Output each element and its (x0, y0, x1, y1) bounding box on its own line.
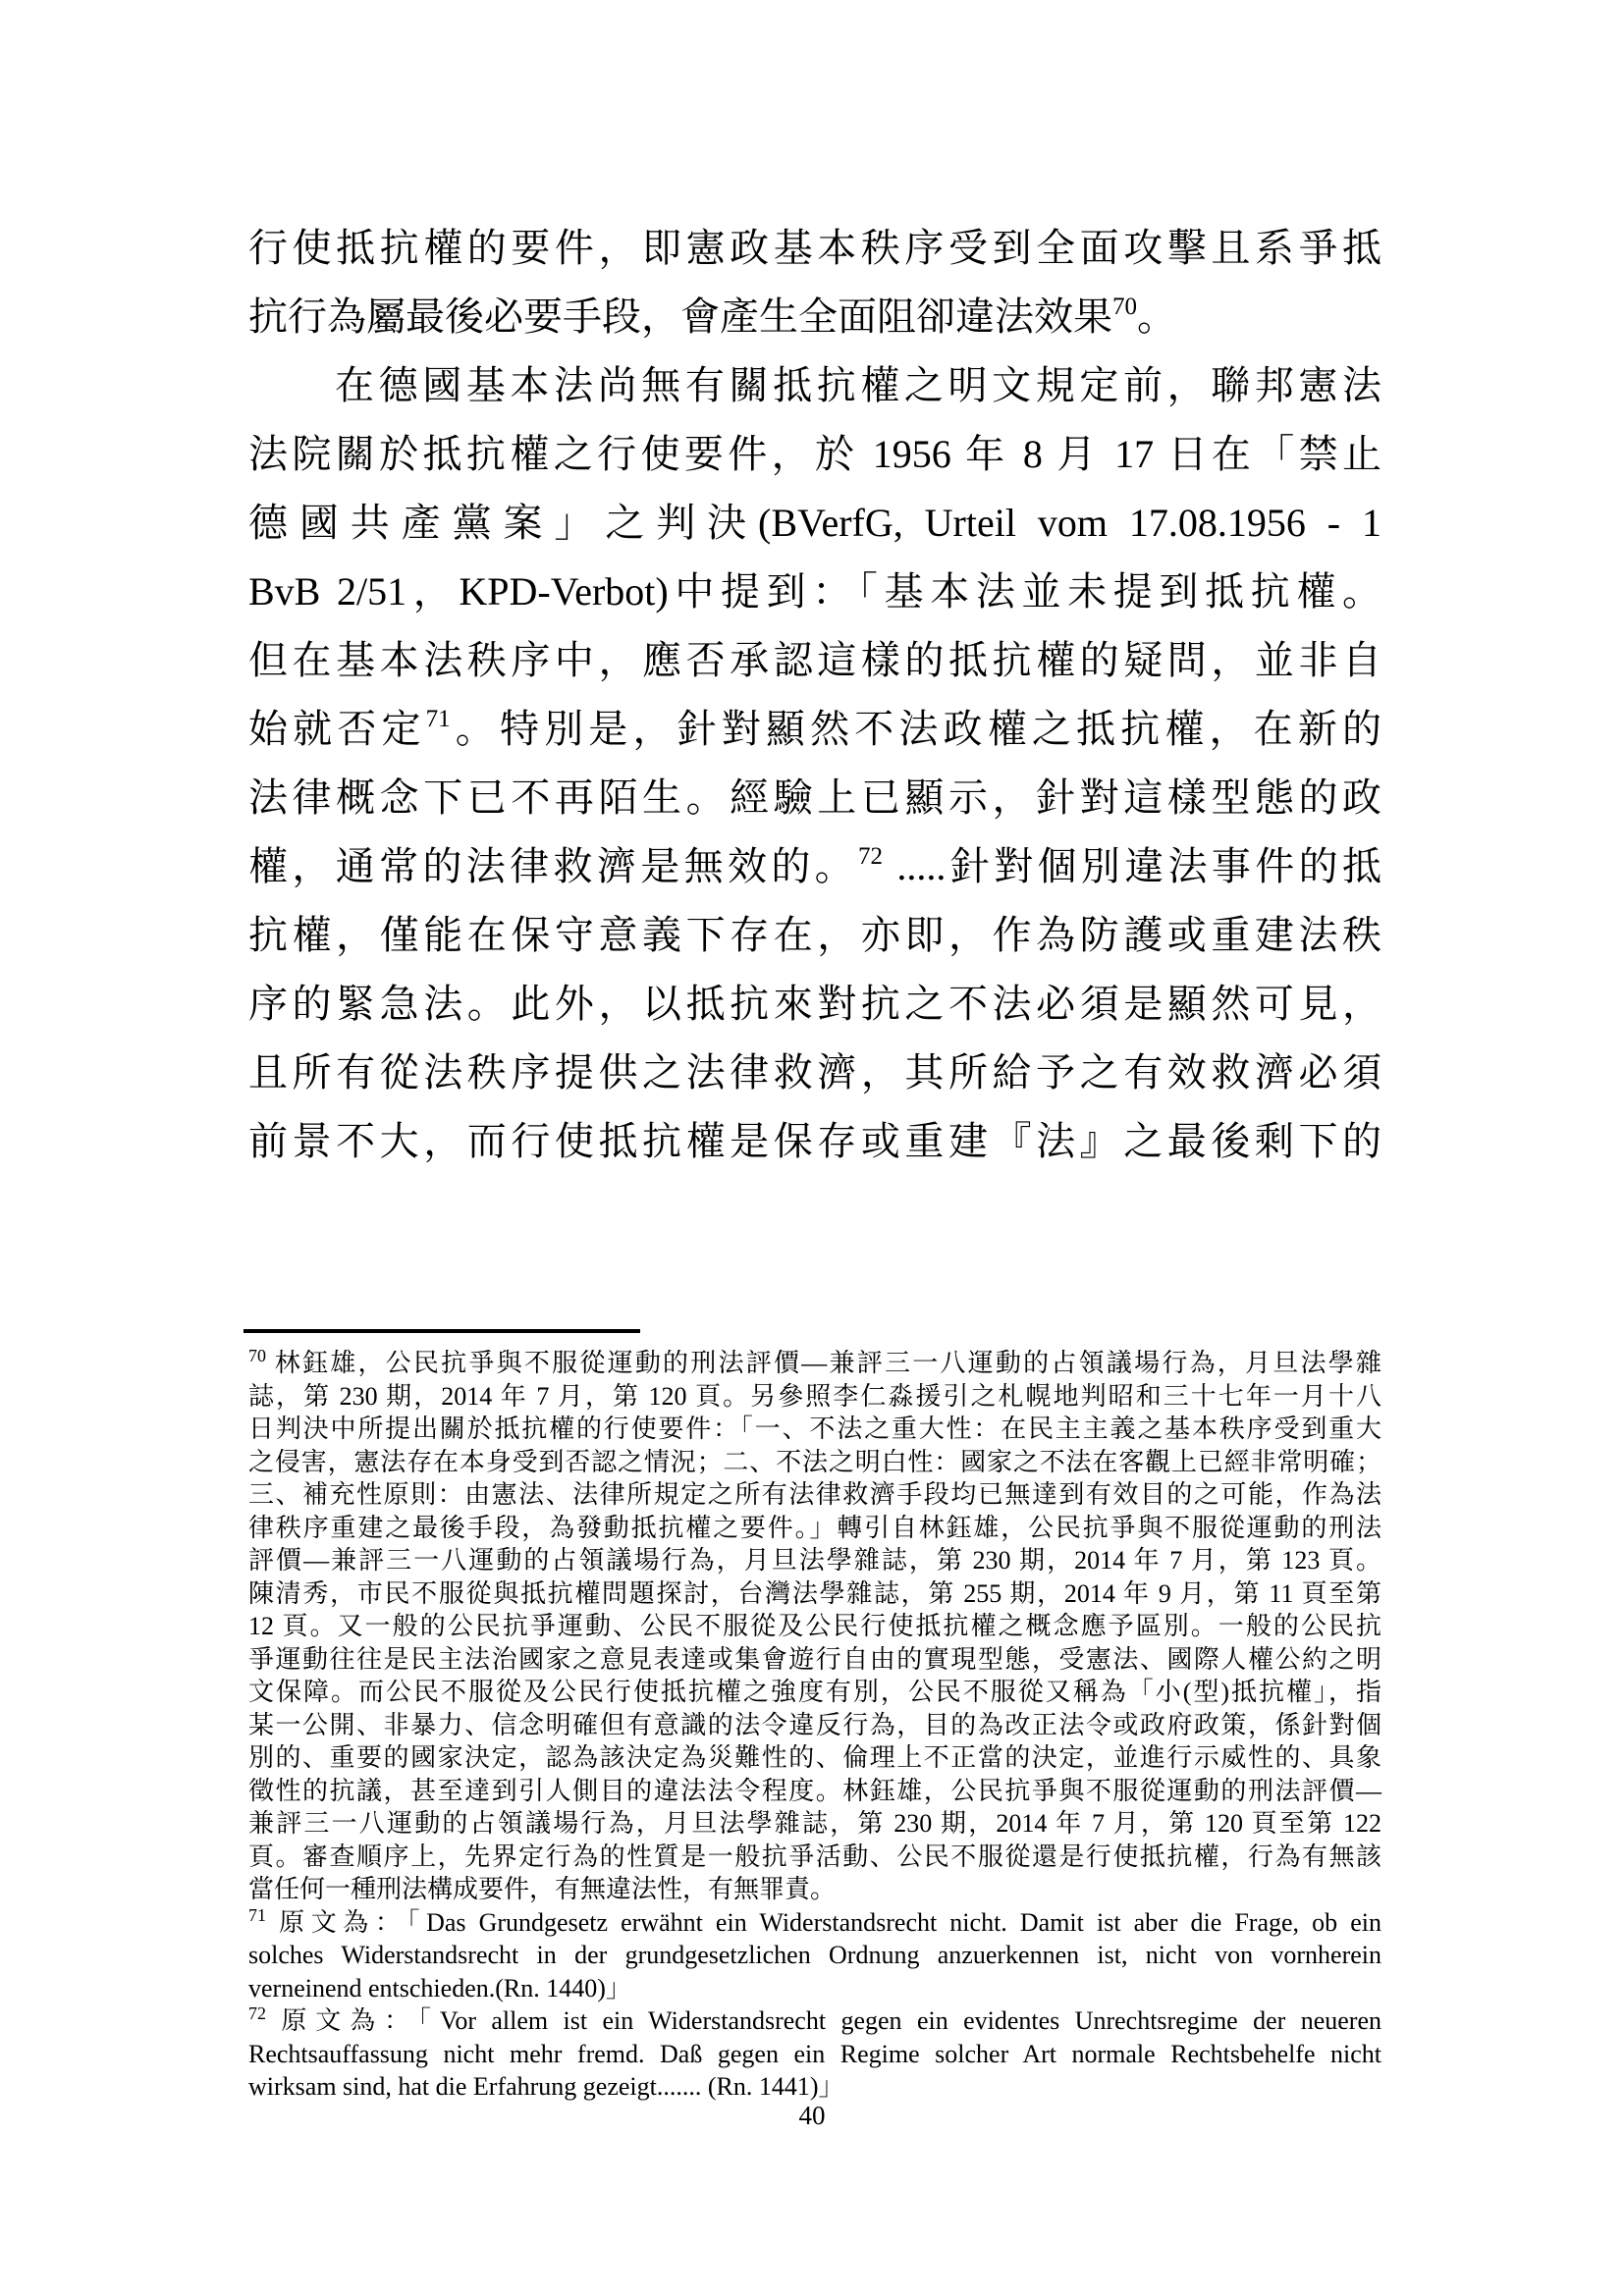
footnote-line (248, 1446, 1381, 1479)
footnote-marker: 71 (248, 1904, 266, 1925)
footnote-line (248, 1610, 1381, 1643)
footnote-line (248, 2004, 1381, 2038)
footnote-line (248, 1709, 1381, 1742)
body-text-line (248, 420, 1381, 489)
text-run: verneinend entschieden.(Rn. 1440)」 (248, 1973, 631, 2002)
text-run: solches Widerstandsrecht in der grundgesetzlichen Ordnung anzuerkennen ist, nicht von vornherein (248, 1941, 1381, 1969)
text-run: 林鈺雄，公民抗爭與不服從運動的刑法評價—兼評三一八運動的占領議場行為，月旦法學雜 (266, 1349, 1381, 1377)
footnote-ref: 70 (1112, 294, 1137, 320)
body-text-line (248, 695, 1381, 764)
footnote-line (248, 1841, 1381, 1874)
footnote-ref: 72 (858, 843, 884, 870)
text-run: 誌，第 230 期，2014 年 7 月，第 120 頁。另參照李仁淼援引之札幌地判昭和三十七年一月十八 (248, 1381, 1381, 1411)
footnote-line (248, 1741, 1381, 1775)
text-run: 法院關於抵抗權之行使要件，於 1956 年 8 月 17 日在「禁止 (248, 432, 1381, 476)
page-number: 40 (798, 2101, 826, 2130)
footnote-ref: 71 (425, 706, 451, 732)
footnote-line (248, 1939, 1381, 1972)
body-text-line (248, 970, 1381, 1039)
footnote-line (248, 1643, 1381, 1677)
footnote-line (248, 1577, 1381, 1611)
body-text-line (248, 1107, 1381, 1176)
text-run: BvB 2/51，KPD-Verbot)中提到：「基本法並未提到抵抗權。 (248, 569, 1381, 614)
text-run: 抗行為屬最後必要手段，會產生全面阻卻違法效果 (248, 294, 1112, 339)
text-run: 序的緊急法。此外，以抵抗來對抗之不法必須是顯然可見， (248, 982, 1381, 1026)
text-run: 陳清秀，市民不服從與抵抗權問題探討，台灣法學雜誌，第 255 期，2014 年 9 月，第 11 頁至第 (248, 1578, 1381, 1608)
text-run: .....針對個別違法事件的抵 (883, 844, 1382, 888)
text-run: 。 (1137, 294, 1176, 339)
text-run: 原文為：「Das Grundgesetz erwähnt ein Widerstandsrecht nicht. Damit ist aber die Frage, ob ein (266, 1907, 1381, 1937)
body-text-line (248, 283, 1381, 351)
body-text-line (248, 832, 1381, 901)
text-run: 原文為：「Vor allem ist ein Widerstandsrecht gegen ein evidentes Unrechtsregime der neueren (266, 2006, 1381, 2035)
footnote-marker: 72 (248, 2003, 266, 2023)
text-run: 某一公開、非暴力、信念明確但有意識的法令違反行為，目的為改正法令或政府政策，係針對個 (248, 1710, 1381, 1739)
body-text-line (248, 764, 1381, 832)
body-text-line (248, 489, 1381, 558)
text-run: 兼評三一八運動的占領議場行為，月旦法學雜誌，第 230 期，2014 年 7 月，第 120 頁至第 122 (248, 1809, 1381, 1838)
text-run: 日判決中所提出關於抵抗權的行使要件：「一、不法之重大性：在民主主義之基本秩序受到重大 (248, 1415, 1381, 1443)
footnote-line (248, 1478, 1381, 1512)
text-run: 12 頁。又一般的公民抗爭運動、公民不服從及公民行使抵抗權之概念應予區別。一般的公民抗 (248, 1612, 1381, 1640)
footnote-line (248, 1380, 1381, 1414)
footnote-line (248, 1676, 1381, 1709)
text-run: 但在基本法秩序中，應否承認這樣的抵抗權的疑問，並非自 (248, 638, 1381, 682)
footnote-line (248, 1413, 1381, 1446)
text-run: 別的、重要的國家決定，認為該決定為災難性的、倫理上不正當的決定，並進行示威性的、具象 (248, 1743, 1381, 1772)
body-text-line (248, 626, 1381, 695)
text-run: 抗權，僅能在保守意義下存在，亦即，作為防護或重建法秩 (248, 913, 1381, 957)
footnote-line (248, 1873, 1381, 1906)
text-run: 行使抵抗權的要件，即憲政基本秩序受到全面攻擊且系爭抵 (248, 226, 1381, 270)
footnote-line (248, 1512, 1381, 1545)
footnote-marker: 70 (248, 1346, 266, 1365)
footnote-line (248, 1906, 1381, 1940)
footnote-line (248, 1544, 1381, 1577)
text-run: 三、補充性原則：由憲法、法律所規定之所有法律救濟手段均已無達到有效目的之可能，作為法 (248, 1480, 1381, 1509)
text-run: Rechtsauffassung nicht mehr fremd. Daß gegen ein Regime solcher Art normale Rechtsbehelfe nicht (248, 2039, 1381, 2068)
text-run: 法律概念下已不再陌生。經驗上已顯示，針對這樣型態的政 (248, 775, 1381, 820)
footnotes-section (248, 1347, 1381, 2104)
footnote-line (248, 2038, 1381, 2071)
footnote-line (248, 1972, 1381, 2005)
text-run: 爭運動往往是民主法治國家之意見表達或集會遊行自由的實現型態，受憲法、國際人權公約之明 (248, 1644, 1381, 1674)
text-run: 德國共產黨案」之判決(BVerfG, Urteil vom 17.08.1956 - 1 (248, 501, 1381, 545)
text-run: 權，通常的法律救濟是無效的。 (248, 844, 859, 888)
text-run: 之侵害，憲法存在本身受到否認之情況；二、不法之明白性：國家之不法在客觀上已經非常明確； (248, 1447, 1381, 1476)
body-text (248, 214, 1381, 1176)
text-run: 在德國基本法尚無有關抵抗權之明文規定前，聯邦憲法 (335, 363, 1381, 407)
footnote-separator (244, 1329, 640, 1333)
body-text-line (248, 901, 1381, 970)
text-run: 律秩序重建之最後手段，為發動抵抗權之要件。」轉引自林鈺雄，公民抗爭與不服從運動的刑法 (248, 1513, 1381, 1542)
text-run: 徵性的抗議，甚至達到引人側目的違法法令程度。林鈺雄，公民抗爭與不服從運動的刑法評價— (248, 1776, 1381, 1805)
body-text-line (248, 351, 1381, 420)
body-text-line (248, 214, 1381, 283)
body-text-line (248, 1039, 1381, 1107)
body-text-line (248, 558, 1381, 626)
text-run: 前景不大，而行使抵抗權是保存或重建『法』之最後剩下的 (248, 1119, 1381, 1163)
text-run: 且所有從法秩序提供之法律救濟，其所給予之有效救濟必須 (248, 1050, 1381, 1095)
text-run: 頁。審查順序上，先界定行為的性質是一般抗爭活動、公民不服從還是行使抵抗權，行為有無該 (248, 1842, 1381, 1871)
footnote-line (248, 1347, 1381, 1380)
text-run: 評價—兼評三一八運動的占領議場行為，月旦法學雜誌，第 230 期，2014 年 7 月，第 123 頁。 (248, 1546, 1381, 1575)
text-run: 始就否定 (248, 707, 426, 751)
footnote-line (248, 1775, 1381, 1808)
text-run: 當任何一種刑法構成要件，有無違法性，有無罪責。 (248, 1875, 837, 1903)
text-run: 文保障。而公民不服從及公民行使抵抗權之強度有別，公民不服從又稱為「小(型)抵抗權」，指 (248, 1678, 1381, 1706)
footnote-line (248, 1807, 1381, 1841)
text-run: wirksam sind, hat die Erfahrung gezeigt....... (Rn. 1441)」 (248, 2072, 844, 2101)
text-run: 。特別是，針對顯然不法政權之抵抗權，在新的 (450, 707, 1381, 751)
